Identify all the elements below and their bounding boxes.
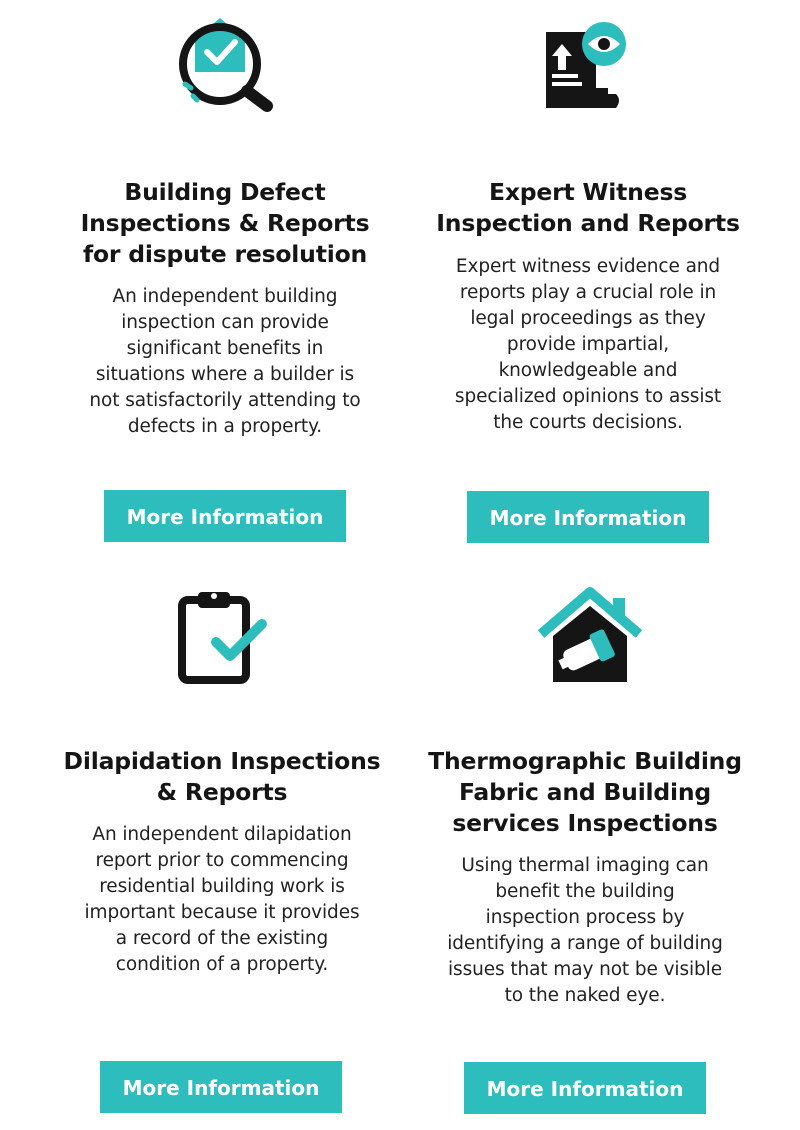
card-description: An independent building inspection can provide significant benefits in situations where a builder is not satisfactorily attending to defects in a property. xyxy=(89,286,361,437)
card-title: Expert Witness Inspection and Reports xyxy=(436,178,740,237)
service-card-expert-witness xyxy=(418,0,758,560)
card-title: Building Defect Inspections & Reports for dispute resolution xyxy=(80,178,370,268)
more-information-button[interactable]: More Information xyxy=(464,1062,706,1114)
more-information-button[interactable]: More Information xyxy=(104,490,346,542)
house-thermal-camera-icon xyxy=(535,586,645,686)
more-information-button[interactable]: More Information xyxy=(100,1061,342,1113)
house-magnifier-icon xyxy=(175,14,285,134)
card-title: Dilapidation Inspections & Reports xyxy=(63,747,381,806)
service-card-dilapidation xyxy=(52,570,392,1130)
card-description: Using thermal imaging can benefit the building inspection process by identifying a range of building issues that may not be visible to the naked eye. xyxy=(447,855,723,1006)
card-title: Thermographic Building Fabric and Building services Inspections xyxy=(428,747,742,837)
service-card-building-defect xyxy=(55,0,395,560)
card-description: Expert witness evidence and reports play a crucial role in legal proceedings as they provide impartial, knowledgeable and specialized opinions to assist the courts decisions. xyxy=(454,256,722,433)
card-description: An independent dilapidation report prior to commencing residential building work is important because it provides a record of the existing condition of a property. xyxy=(84,824,360,975)
service-card-thermographic xyxy=(415,570,755,1130)
clipboard-check-icon xyxy=(172,586,272,686)
document-eye-icon xyxy=(538,18,638,118)
more-information-button[interactable]: More Information xyxy=(467,491,709,543)
